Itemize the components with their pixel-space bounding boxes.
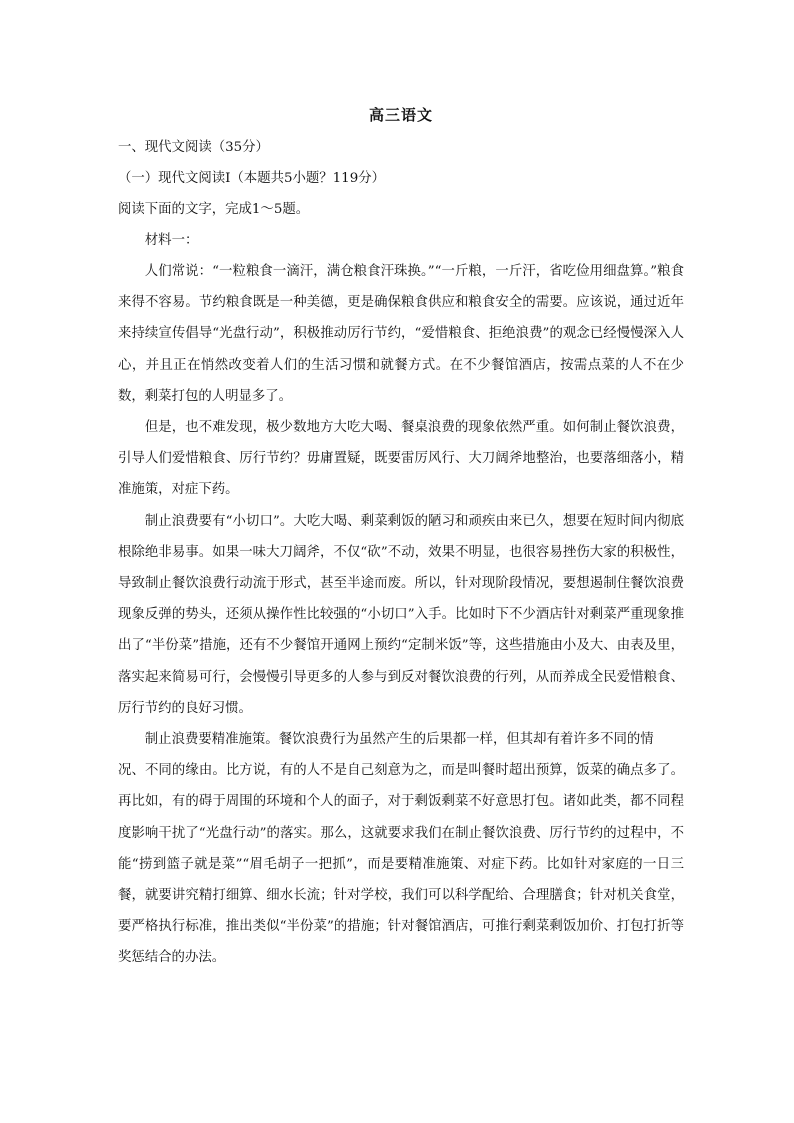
paragraph-4-continuation: 况、不同的缘由。比方说，有的人不是自己刻意为之，而是叫餐时超出预算，饭菜的确点多了。再比如，有的碍于周围的环境和个人的面子，对于剩饭剩菜不好意思打包。诸如此类，都不同程度影响干扰了“光盘行动”的落实。那么，这就要求我们在制止餐饮浪费、厉行节约的过程中，不能“捞到篮子就是菜”“眉毛胡子一把抓”，而是要精准施策、对症下药。比如针对家庭的一日三餐，就要讲究精打细算、细水长流；针对学校，我们可以科学配给、合理膳食；针对机关食堂，要严格执行标准，推出类似“半份菜”的措施；针对餐馆酒店，可推行剩菜剩饭加价、打包打折等奖惩结合的办法。 <box>118 763 684 966</box>
paragraph-3: 制止浪费要有“小切口”。大吃大喝、剩菜剩饭的陋习和顽疾由来已久，想要在短时间内彻底根除绝非易事。如果一味大刀阔斧，不仅“砍”不动，效果不明显，也很容易挫伤大家的积极性，导致制止餐饮浪费行动流于形式，甚至半途而废。所以，针对现阶段情况，要想遏制住餐饮浪费现象反弹的势头，还须从操作性比较强的“小切口”入手。比如时下不少酒店针对剩菜严重现象推出了“半份菜”措施，还有不少餐馆开通网上预约“定制米饭”等，这些措施由小及大、由表及里，落实起来简易可行，会慢慢引导更多的人参与到反对餐饮浪费的行列，从而养成全民爱惜粮食、厉行节约的良好习惯。 <box>118 513 684 716</box>
section-heading: 一、现代文阅读（35分） <box>118 140 269 155</box>
paragraph-2: 但是，也不难发现，极少数地方大吃大喝、餐桌浪费的现象依然严重。如何制止餐饮浪费，引导人们爱惜粮食、厉行节约？毋庸置疑，既要雷厉风行、大刀阔斧地整治，也要落细落小，精准施策，对症下药。 <box>118 420 684 498</box>
document-body <box>118 100 684 974</box>
paragraph-1: 人们常说：“一粒粮食一滴汗，满仓粮食汗珠换。”“一斤粮，一斤汗，省吃俭用细盘算。”粮食来得不容易。节约粮食既是一种美德，更是确保粮食供应和粮食安全的需要。应该说，通过近年来持续宣传倡导“光盘行动”，积极推动厉行节约，“爱惜粮食、拒绝浪费”的观念已经慢慢深入人心，并且正在悄然改变着人们的生活习惯和就餐方式。在不少餐馆酒店，按需点菜的人不在少数，剩菜打包的人明显多了。 <box>118 264 684 404</box>
subsection-heading: （一）现代文阅读Ⅰ（本题共5小题？119分） <box>118 171 386 186</box>
material-label: 材料一： <box>144 233 199 248</box>
document-title: 高三语文 <box>368 106 433 124</box>
reading-instruction: 阅读下面的文字，完成1～5题。 <box>118 202 310 217</box>
paragraph-4: 制止浪费要精准施策。餐饮浪费行为虽然产生的后果都一样，但其却有着许多不同的情 <box>144 732 654 748</box>
